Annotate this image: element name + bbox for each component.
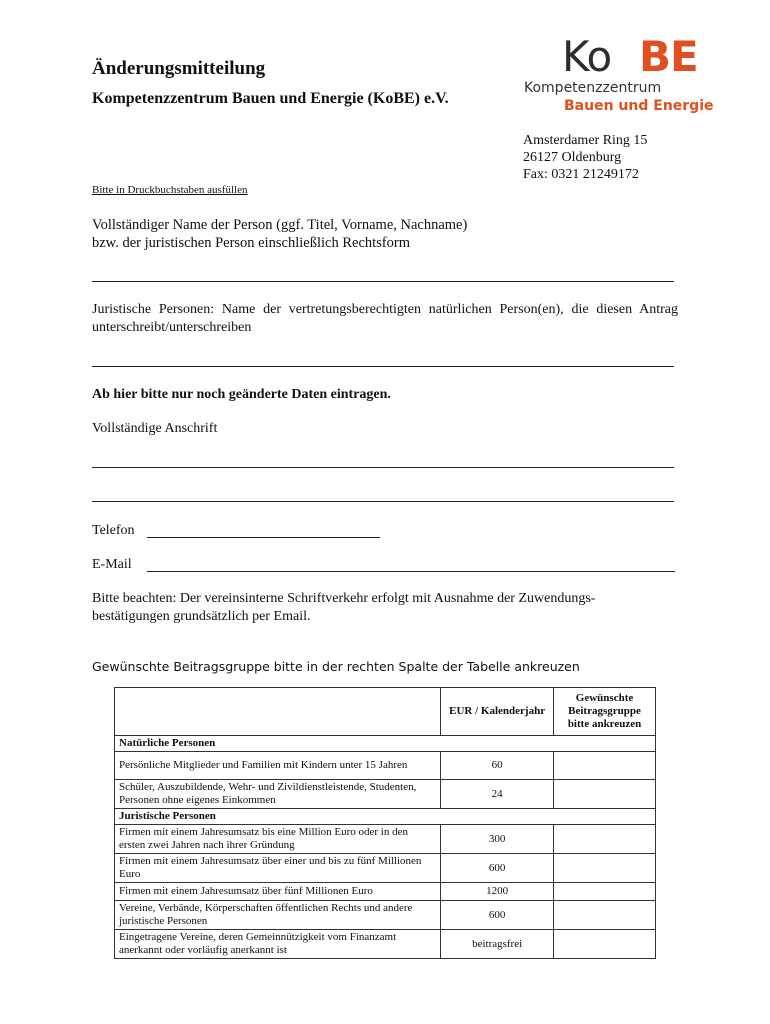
address-city: 26127 Oldenburg — [523, 150, 622, 165]
logo-line-1: Kompetenzzentrum — [524, 80, 662, 96]
address-input-line-2[interactable] — [92, 501, 674, 502]
section-row-juristic — [115, 809, 656, 825]
row-label: Vereine, Verbände, Körperschaften öffentlichen Rechts und andere juristische Personen — [115, 901, 441, 930]
address-input-line-1[interactable] — [92, 467, 674, 468]
row-label: Eingetragene Vereine, deren Gemeinnützigkeit vom Finanzamt anerkannt oder vorläufig anerkannt ist — [115, 930, 441, 959]
phone-input-line[interactable] — [147, 537, 380, 538]
name-input-line[interactable] — [92, 281, 674, 282]
table-row — [115, 752, 656, 780]
table-header-empty — [115, 688, 441, 736]
name-label — [92, 216, 467, 252]
row-checkbox-cell[interactable] — [554, 883, 656, 901]
row-label: Schüler, Auszubildende, Wehr- und Zivildienstleistende, Studenten, Personen ohne eigenes Einkommen — [115, 780, 441, 809]
email-input-line[interactable] — [147, 571, 675, 572]
address-label: Vollständige Anschrift — [92, 421, 218, 436]
name-label-line-1: Vollständiger Name der Person (ggf. Titel, Vorname, Nachname) — [92, 217, 468, 233]
address-fax: Fax: 0321 21249172 — [523, 167, 639, 182]
table-row — [115, 901, 656, 930]
row-checkbox-cell[interactable] — [554, 752, 656, 780]
page-title: Änderungsmitteilung — [92, 58, 266, 79]
row-checkbox-cell[interactable] — [554, 930, 656, 959]
representative-input-line[interactable] — [92, 366, 674, 367]
row-amount: 600 — [441, 854, 554, 883]
email-label: E-Mail — [92, 557, 132, 572]
row-checkbox-cell[interactable] — [554, 901, 656, 930]
row-label: Firmen mit einem Jahresumsatz über einer und bis zu fünf Millionen Euro — [115, 854, 441, 883]
fee-table — [114, 687, 656, 959]
table-header-row — [115, 688, 656, 736]
print-note: Bitte in Druckbuchstaben ausfüllen — [92, 184, 248, 196]
amount-column-header: EUR / Kalenderjahr — [441, 688, 554, 736]
address-block — [523, 132, 647, 183]
section-juristic-label: Juristische Personen — [115, 809, 656, 825]
representative-label: Juristische Personen: Name der vertretungsberechtigten natürlichen Person(en), die diesen Antrag unterschreibt/unterschreiben — [92, 302, 678, 335]
changed-data-heading: Ab hier bitte nur noch geänderte Daten eintragen. — [92, 387, 391, 402]
logo-be-text: BE — [639, 32, 698, 81]
logo-line-2: Bauen und Energie — [564, 98, 714, 114]
row-amount: 1200 — [441, 883, 554, 901]
table-row — [115, 854, 656, 883]
row-label: Persönliche Mitglieder und Familien mit Kindern unter 15 Jahren — [115, 752, 441, 780]
row-label: Firmen mit einem Jahresumsatz über fünf Millionen Euro — [115, 883, 441, 901]
row-amount: 24 — [441, 780, 554, 809]
table-row — [115, 780, 656, 809]
section-row-natural — [115, 736, 656, 752]
email-notice: Bitte beachten: Der vereinsinterne Schriftverkehr erfolgt mit Ausnahme der Zuwendungs-bestätigungen grundsätzlich per Email. — [92, 591, 596, 624]
row-amount: beitragsfrei — [441, 930, 554, 959]
kobe-logo — [524, 34, 724, 118]
section-natural-label: Natürliche Personen — [115, 736, 656, 752]
table-row — [115, 883, 656, 901]
row-label: Firmen mit einem Jahresumsatz bis eine Million Euro oder in den ersten zwei Jahren nach ihrer Gründung — [115, 825, 441, 854]
choice-column-header: Gewünschte Beitragsgruppe bitte ankreuzen — [554, 688, 656, 736]
table-row — [115, 930, 656, 959]
row-amount: 300 — [441, 825, 554, 854]
row-amount: 600 — [441, 901, 554, 930]
row-checkbox-cell[interactable] — [554, 854, 656, 883]
organization-name: Kompetenzzentrum Bauen und Energie (KoBE) e.V. — [92, 90, 449, 107]
group-instruction: Gewünschte Beitragsgruppe bitte in der rechten Spalte der Tabelle ankreuzen — [92, 659, 580, 674]
phone-label: Telefon — [92, 523, 135, 538]
address-street: Amsterdamer Ring 15 — [523, 133, 648, 148]
name-label-line-2: bzw. der juristischen Person einschließlich Rechtsform — [92, 235, 410, 251]
logo-ko-text: Ko — [562, 32, 612, 81]
row-checkbox-cell[interactable] — [554, 780, 656, 809]
row-checkbox-cell[interactable] — [554, 825, 656, 854]
row-amount: 60 — [441, 752, 554, 780]
table-row — [115, 825, 656, 854]
